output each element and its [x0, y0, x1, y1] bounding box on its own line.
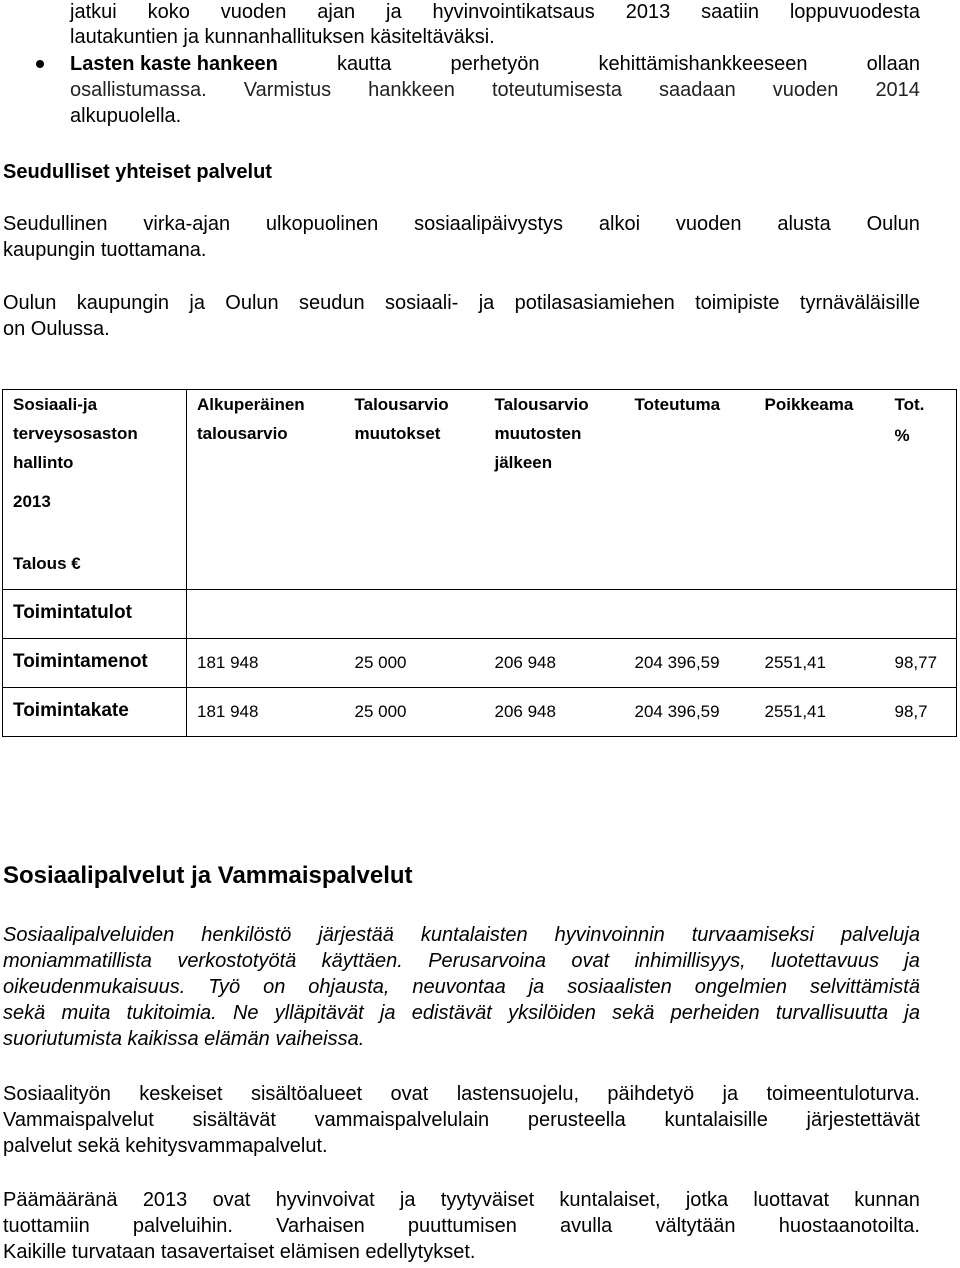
header-text: Talousarvio	[354, 395, 449, 414]
text-line	[3, 1214, 920, 1238]
row-label: Toimintamenot	[3, 638, 187, 687]
table-cell: 2551,41	[755, 638, 885, 687]
word: alusta	[777, 213, 831, 235]
table-cell	[345, 589, 485, 638]
word: kuntalaiset,	[559, 1189, 661, 1211]
word: 2013	[625, 1, 671, 23]
word: on	[263, 976, 286, 998]
word: Varhaisen	[276, 1215, 365, 1237]
budget-table	[2, 389, 957, 737]
word: ajan	[317, 1, 356, 23]
word: Seudullinen	[3, 213, 108, 235]
table-header-row	[3, 390, 957, 478]
text-line	[3, 1108, 920, 1132]
text-line: on Oulussa.	[3, 318, 110, 340]
word: hyvinvointikatsaus	[432, 1, 595, 23]
row-label: Toimintakate	[3, 687, 187, 736]
word: ja	[399, 1189, 416, 1211]
table-cell	[625, 589, 755, 638]
word: moniammatillista	[3, 950, 152, 972]
word: alkoi	[598, 213, 641, 235]
table-cell	[485, 589, 625, 638]
table-cell: 98,77	[885, 638, 957, 687]
word: tukitoimia.	[126, 1002, 217, 1024]
table-row	[3, 589, 957, 638]
text-line	[3, 212, 920, 236]
text-line	[70, 78, 920, 102]
section-heading: Sosiaalipalvelut ja Vammaispalvelut	[3, 862, 413, 889]
word: jotka	[685, 1189, 729, 1211]
word: vuoden	[772, 79, 839, 101]
word: yksilöiden	[508, 1002, 596, 1024]
word: vuoden	[675, 213, 742, 235]
section-heading: Seudulliset yhteiset palvelut	[3, 161, 272, 183]
word: Oulun	[225, 292, 279, 314]
text-line	[3, 975, 920, 999]
word: saatiin	[701, 1, 759, 23]
word: ovat	[390, 1083, 429, 1105]
header-text: %	[894, 426, 910, 445]
text-line	[3, 291, 920, 315]
word: kehittämishankkeeseen	[598, 53, 808, 75]
word: kuntalaisten	[420, 924, 528, 946]
word: toteutumisesta	[491, 79, 623, 101]
text-line	[3, 1188, 920, 1212]
project-name: Lasten kaste hankeen	[70, 53, 278, 75]
text-line	[3, 1001, 920, 1025]
table-cell	[885, 589, 957, 638]
word: tyytyväiset	[440, 1189, 535, 1211]
word: ohjausta,	[308, 976, 390, 998]
word: osallistumassa.	[70, 79, 207, 101]
word: kautta	[336, 53, 392, 75]
word: Varmistus	[243, 79, 332, 101]
word: selvittämistä	[809, 976, 920, 998]
word: kaupungin	[76, 292, 170, 314]
table-header-cell	[485, 390, 625, 478]
word: 2013	[142, 1189, 188, 1211]
table-header-cell	[345, 390, 485, 478]
word: hyvinvoinnin	[554, 924, 665, 946]
table-header-cell	[187, 390, 345, 478]
word: luotettavuus	[771, 950, 879, 972]
word: palveluihin.	[132, 1215, 233, 1237]
word: ja	[386, 1, 402, 23]
word: ja	[904, 950, 920, 972]
word: perusteella	[527, 1109, 626, 1131]
word: kuntalaisille	[664, 1109, 768, 1131]
word: koko	[147, 1, 190, 23]
word: Sosiaalipalveluiden	[3, 924, 175, 946]
table-cell	[187, 589, 345, 638]
word: ja	[528, 976, 545, 998]
word: muita	[61, 1002, 111, 1024]
word: ja	[478, 292, 495, 314]
word: sosiaalipäivystys	[414, 213, 564, 235]
word: Oulun	[3, 292, 57, 314]
word: 2014	[875, 79, 920, 101]
word: saadaan	[659, 79, 736, 101]
word: toimipiste	[695, 292, 780, 314]
header-text: Alkuperäinen	[197, 395, 305, 414]
word: oikeudenmukaisuus.	[3, 976, 186, 998]
table-cell: 25 000	[345, 687, 485, 736]
table-cell	[755, 589, 885, 638]
table-cell: 98,7	[885, 687, 957, 736]
header-text: hallinto	[13, 453, 74, 472]
text-line: lautakuntien ja kunnanhallituksen käsiteltäväksi.	[70, 26, 495, 48]
table-cell: Talous €	[3, 541, 187, 589]
header-text: Toteutuma	[634, 395, 721, 414]
text-line	[3, 949, 920, 973]
table-header-cell	[755, 390, 885, 478]
word: seudun	[299, 292, 365, 314]
word: turvallisuutta	[775, 1002, 889, 1024]
table-row	[3, 638, 957, 687]
text-line	[3, 1082, 920, 1106]
word: sekä	[3, 1002, 46, 1024]
word: Päämääränä	[3, 1189, 118, 1211]
header-text: Tot.	[894, 395, 925, 414]
word: loppuvuodesta	[789, 1, 920, 23]
word: ovat	[571, 950, 610, 972]
word: jatkui	[70, 1, 117, 23]
word: tuottamiin	[3, 1215, 90, 1237]
table-cell: 2013	[3, 477, 187, 541]
text-line: kaupungin tuottamana.	[3, 239, 207, 261]
word: potilasasiamiehen	[514, 292, 675, 314]
word: ylläpitävät	[274, 1002, 364, 1024]
word: huostaanotoilta.	[778, 1215, 920, 1237]
text-line: alkupuolella.	[70, 105, 182, 127]
word: turvaamiseksi	[691, 924, 814, 946]
word: kunnan	[854, 1189, 920, 1211]
table-cell: 181 948	[187, 687, 345, 736]
table-cell: 206 948	[485, 638, 625, 687]
word: Työ	[208, 976, 241, 998]
table-header-cell	[625, 390, 755, 478]
word: hankkeen	[368, 79, 455, 101]
header-text: muutosten	[494, 424, 582, 443]
word: tyrnäväläisille	[799, 292, 920, 314]
word: sosiaali-	[384, 292, 459, 314]
word: Sosiaalityön	[3, 1083, 111, 1105]
header-text: Poikkeama	[764, 395, 854, 414]
header-text: Sosiaali-ja	[13, 395, 98, 414]
word: hyvinvoivat	[275, 1189, 375, 1211]
word: toimeentuloturva.	[766, 1083, 920, 1105]
table-cell: 181 948	[187, 638, 345, 687]
table-row	[3, 541, 957, 589]
word: ja	[189, 292, 205, 314]
word: Ne	[232, 1002, 259, 1024]
word: Perusarvoina	[428, 950, 547, 972]
word: ongelmien	[694, 976, 787, 998]
table-cell: 204 396,59	[625, 638, 755, 687]
row-label: Toimintatulot	[3, 589, 187, 638]
word: ja	[722, 1083, 739, 1105]
word: lastensuojelu,	[456, 1083, 580, 1105]
word: edistävät	[411, 1002, 492, 1024]
word: ovat	[212, 1189, 251, 1211]
table-cell: 25 000	[345, 638, 485, 687]
word: palveluja	[841, 924, 920, 946]
word: päihdetyö	[607, 1083, 695, 1105]
text-line: Kaikille turvataan tasavertaiset elämisen edellytykset.	[3, 1241, 476, 1263]
word: vuoden	[220, 1, 287, 23]
table-row	[3, 687, 957, 736]
word: Vammaispalvelut	[3, 1109, 154, 1131]
word: sisältävät	[192, 1109, 276, 1131]
text-line	[3, 923, 920, 947]
word: henkilöstö	[201, 924, 292, 946]
word: ollaan	[866, 53, 920, 75]
word: ja	[904, 1002, 920, 1024]
header-text: jälkeen	[494, 453, 553, 472]
table-row	[3, 477, 957, 541]
table-cell: 204 396,59	[625, 687, 755, 736]
text-line	[70, 0, 920, 24]
text-line	[70, 52, 920, 76]
word: Oulun	[866, 213, 920, 235]
table-header-cell	[885, 390, 957, 478]
header-text: muutokset	[354, 424, 441, 443]
word: verkostotyötä	[177, 950, 297, 972]
word: perheiden	[670, 1002, 760, 1024]
word: avulla	[560, 1215, 613, 1237]
word: vammaispalvelulain	[314, 1109, 490, 1131]
text-line: suoriutumista kaikissa elämän vaiheissa.	[3, 1028, 365, 1050]
word: luottavat	[753, 1189, 829, 1211]
word: keskeiset	[139, 1083, 223, 1105]
word: inhimillisyys,	[634, 950, 746, 972]
word: ja	[379, 1002, 396, 1024]
text-line: palvelut sekä kehitysvammapalvelut.	[3, 1135, 328, 1157]
word: perhetyön	[450, 53, 540, 75]
word: järjestettävät	[806, 1109, 920, 1131]
table-header-cell	[3, 390, 187, 478]
header-text: talousarvio	[197, 424, 288, 443]
word: järjestää	[318, 924, 394, 946]
word: käyttäen.	[321, 950, 403, 972]
table-cell: 206 948	[485, 687, 625, 736]
word: sekä	[612, 1002, 655, 1024]
word: sisältöalueet	[250, 1083, 363, 1105]
word: sosiaalisten	[567, 976, 672, 998]
bullet-icon	[36, 60, 44, 68]
word: neuvontaa	[412, 976, 506, 998]
word: ulkopuolinen	[265, 213, 379, 235]
header-text: terveysosaston	[13, 424, 138, 443]
table-cell: 2551,41	[755, 687, 885, 736]
header-text: Talousarvio	[494, 395, 589, 414]
word: puuttumisen	[407, 1215, 517, 1237]
word: vältytään	[655, 1215, 736, 1237]
word: virka-ajan	[143, 213, 231, 235]
